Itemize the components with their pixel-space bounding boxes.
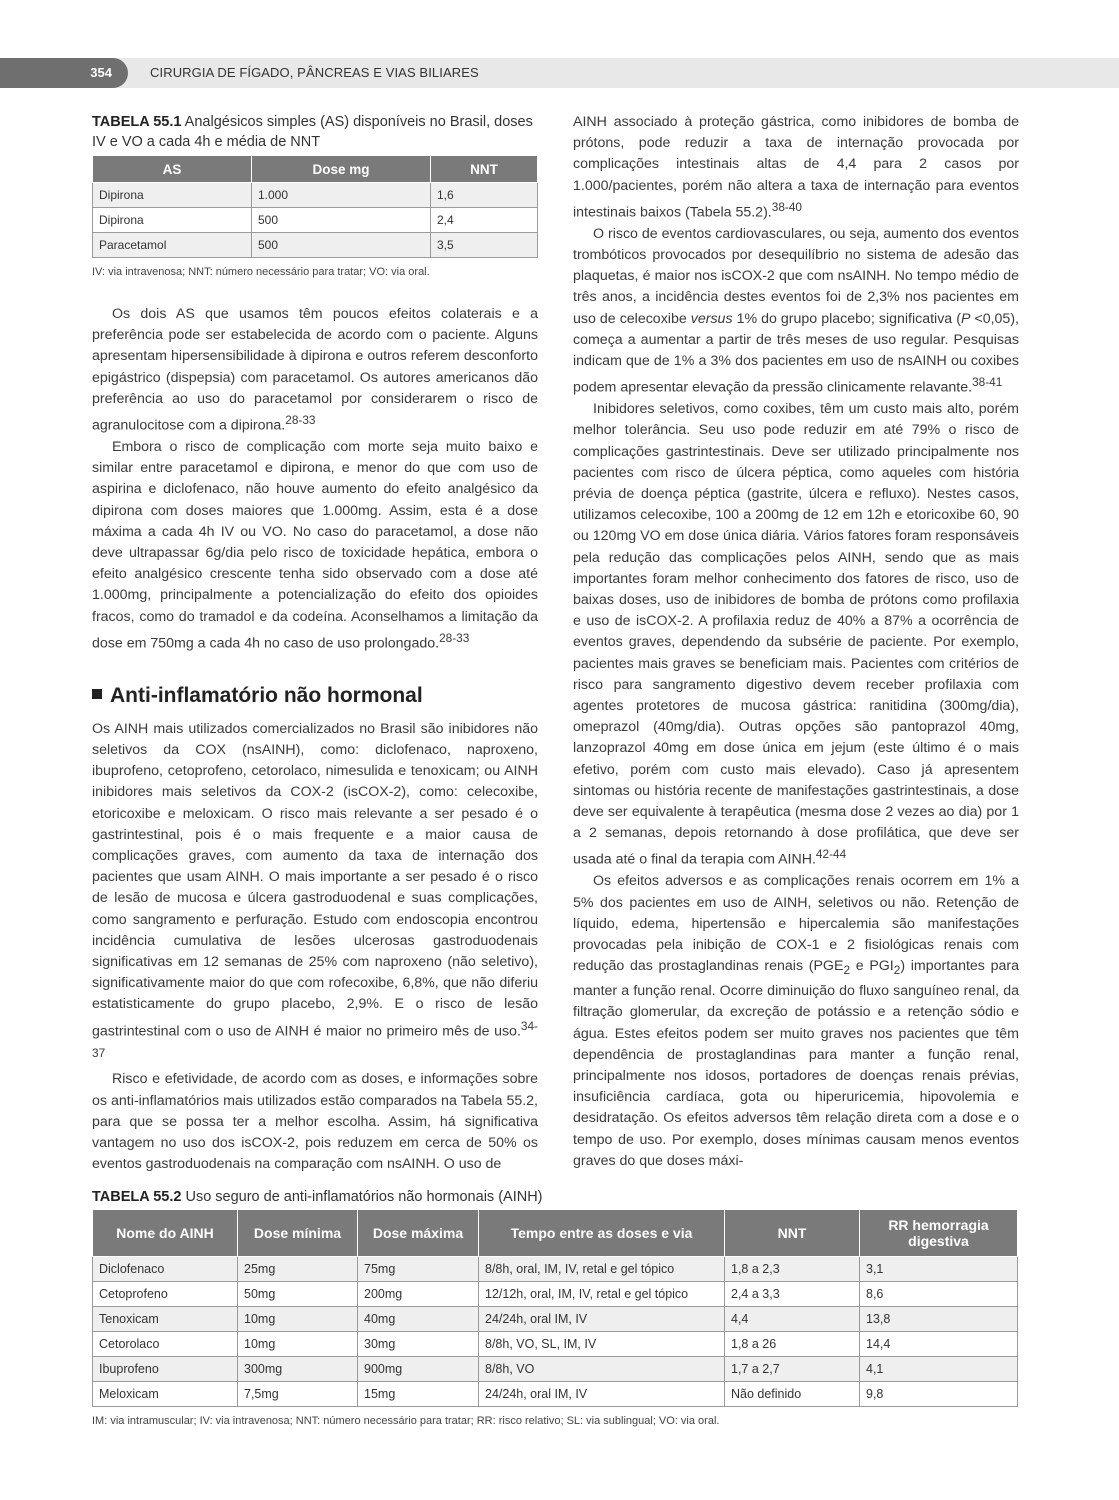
table-cell: 12/12h, oral, IM, IV, retal e gel tópico [479,1282,725,1307]
paragraph: Os AINH mais utilizados comercializados no Brasil são inibidores não seletivos da COX (nsAINH), como: diclofenaco, naproxeno, ibuprofeno, cetoprofeno, cetorolaco, nimesulida e tenoxicam; ou AINH inibidores mais seletivos da COX-2 (isCOX-2), como: celecoxibe, etoricoxibe e meloxicam. O risco mais relevante a ser pesado é o gastrintestinal, pois é o mais frequente e a maior causa de complicações graves, com aumento da taxa de internação dos pacientes que usam AINH. O mais importante a ser pesado é o risco de lesão de mucosa e úlcera gastroduodenal e suas complicações, como sangramento e perfuração. Estudo com endoscopia encontrou incidência cumulativa de lesões ulcerosas gastroduodenais significativas em 12 semanas de 25% com naproxeno (não seletivo), significativamente maior do que com rofecoxibe, 6,8%, que não diferiu estatisticamente do grupo placebo, 2,9%. E o risco de lesão gastrintestinal com o uso de AINH é maior no primeiro mês de uso.$^{34-37}$ [92,720,538,1060]
table-cell: 3,1 [860,1257,1018,1282]
table2-header: Dose máxima [358,1210,479,1257]
table-row [93,183,538,208]
table-cell: 2,4 [431,208,538,233]
table-cell: Diclofenaco [93,1257,238,1282]
reference: 28-33 [285,413,316,428]
table-row [93,1257,1018,1282]
table2-block [92,1187,1018,1427]
table-cell: 500 [252,208,431,233]
table-cell: 8/8h, VO, SL, IM, IV [479,1332,725,1357]
table-cell: 30mg [358,1332,479,1357]
table1-caption-text: Analgésicos simples (AS) disponíveis no Brasil, doses IV e VO a cada 4h e média de NNT [92,114,533,150]
table-cell: 4,1 [860,1357,1018,1382]
table-cell: Meloxicam [93,1382,238,1407]
table-cell: Paracetamol [93,233,252,258]
paragraph: Inibidores seletivos, como coxibes, têm um custo mais alto, porém melhor tolerância. Seu uso pode reduzir em até 79% o risco de complicações gastrintestinais. Deve ser utilizado principalmente nos pacientes com risco de úlcera péptica, como aqueles com história prévia de doença péptica (gastrite, úlcera e refluxo). Nestes casos, utilizamos celecoxibe, 100 a 200mg de 12 em 12h e etoricoxibe 60, 90 ou 120mg VO em dose única diária. Vários fatores foram responsáveis pela redução das complicações pelos AINH, sendo que as mais importantes foram melhor conhecimento dos fatores de risco, uso de baixas doses, uso de inibidores de bomba de prótons como profilaxia e uso de isCOX-2. A profilaxia reduz de 40% a 87% a ocorrência de eventos graves, dependendo da subsérie de paciente. Por exemplo, pacientes mais graves se beneficiam mais. Pacientes com critérios de risco para sangramento digestivo devem receber profilaxia com agentes protetores de mucosa gástrica: ranitidina (300mg/dia), omeprazol (40mg/dia). Outras opções são pantoprazol 40mg, lanzoprazol 40mg em dose única em jejum (este último é o mais efetivo, porém com custo mais elevado). Caso já apresentem sintomas ou história recente de manifestações gastrintestinais, a dose deve ser equivalente à terapêutica (mesma dose 2 vezes ao dia) por 1 a 2 semanas, depois retornando à dose profilática, que deve ser usada até o final da terapia com AINH.$^{42-44}$ [573,401,1019,869]
table1 [92,155,538,258]
paragraph: Embora o risco de complicação com morte seja muito baixo e similar entre paracetamol e dipirona, e menor do que com uso de aspirina e diclofenaco, não houve aumento do efeito analgésico da dipirona com doses maiores que 1.000mg. Assim, esta é a dose máxima a cada 4h IV ou VO. No caso do paracetamol, a dose não deve ultrapassar 6g/dia pelo risco de toxicidade hepática, embora o efeito analgésico crescente tenha sido observado com a dose até 1.000mg, principalmente a potencialização do efeito dos opioides fracos, como do tramadol e da codeína. Aconselhamos a limitação da dose em 750mg a cada 4h no caso de uso prolongado.$^{28-33}$ [92,438,538,652]
table-cell: 3,5 [431,233,538,258]
table-cell: Dipirona [93,208,252,233]
table2-note: IM: via intramuscular; IV: via intravenosa; NNT: número necessário para tratar; RR: risco relativo; SL: via sublingual; VO: via oral. [92,1415,720,1427]
table-cell: 1,6 [431,183,538,208]
table-cell: 40mg [358,1307,479,1332]
table-cell: 500 [252,233,431,258]
table1-header: Dose mg [252,156,431,183]
table-cell: 8/8h, oral, IM, IV, retal e gel tópico [479,1257,725,1282]
table-row [93,1332,1018,1357]
table2-header: NNT [725,1210,860,1257]
table-row [93,233,538,258]
paragraph: Os dois AS que usamos têm poucos efeitos colaterais e a preferência pode ser estabelecida de acordo com o paciente. Alguns apresentam hipersensibilidade à dipirona e outros referem desconforto epigástrico (dispepsia) com paracetamol. Os autores americanos dão preferência ao uso do paracetamol por considerarem o risco de agranulocitose com a dipirona.$^{28-33}$ [92,306,538,434]
table-cell: 2,4 a 3,3 [725,1282,860,1307]
table-cell: 25mg [238,1257,358,1282]
table1-header: NNT [431,156,538,183]
table-cell: Tenoxicam [93,1307,238,1332]
table2-header: RR hemorragia digestiva [860,1210,1018,1257]
table-cell: 1,7 a 2,7 [725,1357,860,1382]
table-cell: 1,8 a 26 [725,1332,860,1357]
running-title: CIRURGIA DE FÍGADO, PÂNCREAS E VIAS BILIARES [150,65,479,80]
table1-note: IV: via intravenosa; NNT: número necessário para tratar; VO: via oral. [92,266,430,278]
table-cell: Ibuprofeno [93,1357,238,1382]
paragraph: O risco de eventos cardiovasculares, ou seja, aumento dos eventos trombóticos provocados por desequilíbrio no sistema de adesão das plaquetas, é maior nos isCOX-2 que com nsAINH. No tempo médio de três anos, a incidência destes eventos foi de 2,3% nos pacientes em uso de celecoxibe versus 1% do grupo placebo; significativa (P <0,05), começa a aumentar a partir de três meses de uso regular. Pesquisas indicam que de 1% a 3% dos pacientes em uso de nsAINH ou coxibes podem apresentar elevação da pressão clinicamente relavante.$^{38-41}$ [573,225,1019,396]
table-cell: 1,8 a 2,3 [725,1257,860,1282]
paragraph: Risco e efetividade, de acordo com as doses, e informações sobre os anti-inflamatórios mais utilizados estão comparados na Tabela 55.2, para que se possa ter a melhor escolha. Assim, há significativa vantagem no uso dos isCOX-2, pois reduzem em cerca de 50% os eventos gastroduodenais na comparação com nsAINH. O uso de [92,1071,538,1173]
left-column [92,112,538,1175]
table-cell: Não definido [725,1382,860,1407]
table1-caption [92,112,538,152]
reference: 38-40 [771,199,803,214]
table-cell: 13,8 [860,1307,1018,1332]
square-bullet-icon [92,689,102,699]
table2-label: TABELA 55.2 [92,1189,182,1205]
table2-header: Dose mínima [238,1210,358,1257]
table-cell: 200mg [358,1282,479,1307]
table-cell: 75mg [358,1257,479,1282]
table-cell: 24/24h, oral IM, IV [479,1382,725,1407]
table-cell: 50mg [238,1282,358,1307]
table-cell: 10mg [238,1332,358,1357]
table-cell: 15mg [358,1382,479,1407]
table-cell: 7,5mg [238,1382,358,1407]
table-cell: Dipirona [93,183,252,208]
table2-header: Tempo entre as doses e via [479,1210,725,1257]
right-column [573,112,1019,1172]
table-cell: 4,4 [725,1307,860,1332]
table1-label: TABELA 55.1 [92,114,182,130]
table-cell: Cetorolaco [93,1332,238,1357]
table-cell: Cetoprofeno [93,1282,238,1307]
paragraph: AINH associado à proteção gástrica, como inibidores de bomba de prótons, pode reduzir a taxa de internação provocada por complicações intestinais altas de 4,4 para 2 casos por 1.000/pacientes, porém não altera a taxa de internação para eventos intestinais baixos (Tabela 55.2).$^{38-40}$ [573,114,1019,221]
table-cell: 9,8 [860,1382,1018,1407]
table-cell: 300mg [238,1357,358,1382]
table-cell: 24/24h, oral IM, IV [479,1307,725,1332]
table2-header: Nome do AINH [93,1210,238,1257]
table2 [92,1209,1018,1407]
table-row [93,1282,1018,1307]
table-row [93,1382,1018,1407]
table2-caption-text: Uso seguro de anti-inflamatórios não hormonais (AINH) [185,1189,543,1205]
reference: 38-41 [972,375,1003,390]
table1-header: AS [93,156,252,183]
table-cell: 10mg [238,1307,358,1332]
table-cell: 8/8h, VO [479,1357,725,1382]
page-number: 354 [0,58,128,88]
paragraph: Os efeitos adversos e as complicações renais ocorrem em 1% a 5% dos pacientes em uso de AINH, seletivos ou não. Retenção de líquido, edema, hipertensão e hipercalemia são manifestações provocadas pela inibição de COX-1 e 2 fisiológicas renais com redução das prostaglandinas renais ($PGE_2$ e $PGI_2$) importantes para manter a função renal. Ocorre diminuição do fluxo sanguíneo renal, da filtração glomerular, da excreção de potássio e a retenção sódio e água. Estes efeitos podem ser muito graves nos pacientes que têm dependência de prostaglandinas para manter a função renal, principalmente nos idosos, portadores de doenças renais prévias, insuficiência cardíaca, gota ou hiperuricemia, hipovolemia e desidratação. Os efeitos adversos têm relação direta com a dose e o tempo de uso. Por exemplo, doses mínimas causam menos eventos graves do que doses máxi- [573,873,1019,1169]
table-row [93,208,538,233]
table-cell: 14,4 [860,1332,1018,1357]
reference: 42-44 [815,847,847,862]
table-row [93,1357,1018,1382]
reference: 34-37 [92,1018,538,1060]
table-row [93,1307,1018,1332]
reference: 28-33 [439,630,470,645]
table-cell: 900mg [358,1357,479,1382]
table-cell: 1.000 [252,183,431,208]
table-cell: 8,6 [860,1282,1018,1307]
section-heading: Anti-inflamatório não hormonal [92,683,538,709]
table2-caption [92,1187,1018,1207]
running-header [0,58,1119,88]
